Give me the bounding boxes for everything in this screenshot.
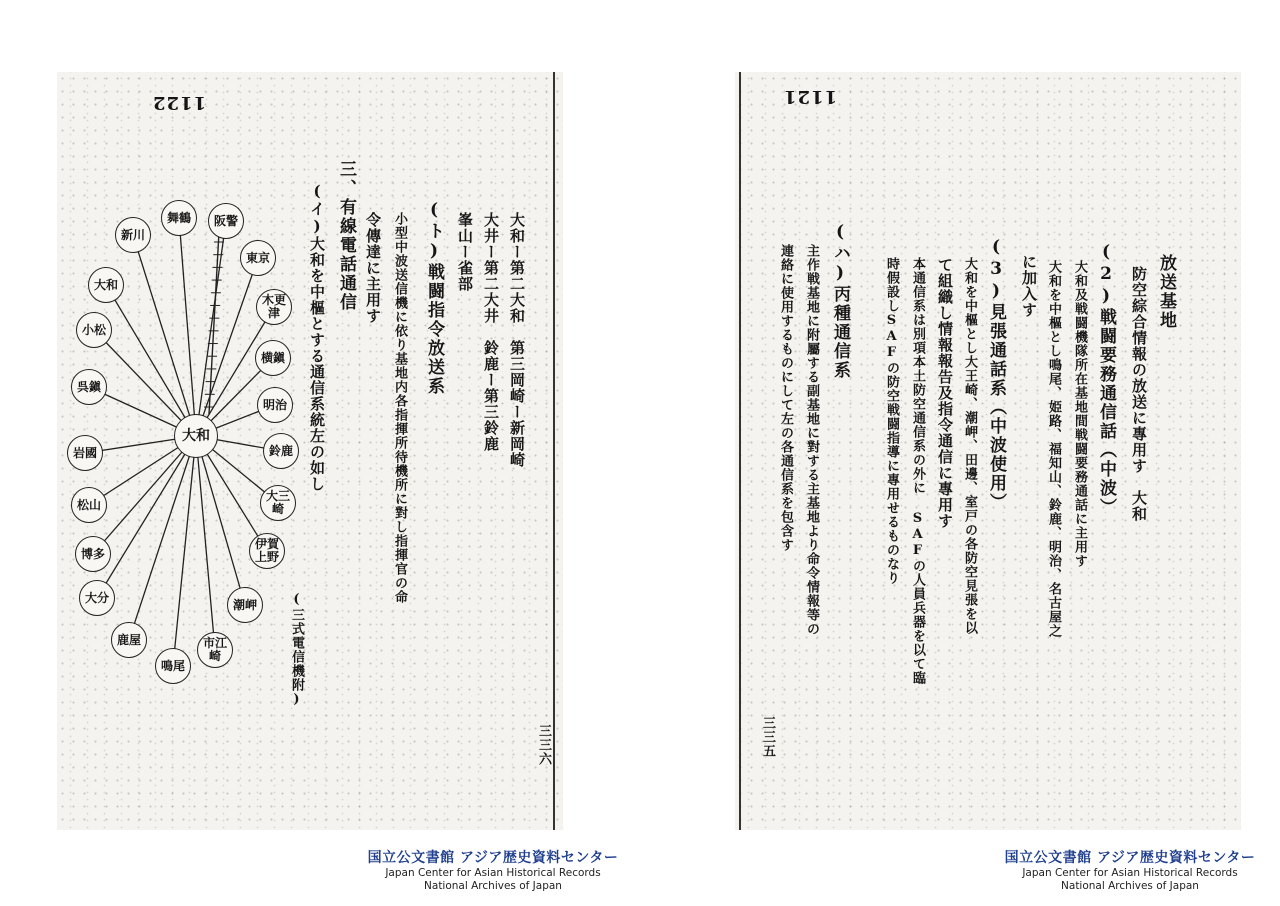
archive-name-en: Japan Center for Asian Historical Records: [385, 867, 601, 879]
diagram-node: 松山: [71, 487, 107, 523]
archive-name-en-2: National Archives of Japan: [424, 880, 562, 892]
section-heading: (2)戦闘要務通信話（中波）: [1096, 242, 1116, 517]
diagram-node: 岩國: [67, 435, 103, 471]
diagram-node: 新川: [115, 217, 151, 253]
text-column: 峯山ー雀部: [456, 212, 474, 292]
text-column: て組織し情報報告及指令通信に專用す: [936, 257, 954, 529]
page-mark: 三三五: [760, 716, 775, 758]
page-number: 1121: [783, 86, 838, 107]
network-diagram: [57, 72, 293, 830]
diagram-node: 東京: [240, 240, 276, 276]
section-heading: 三、有線電話通信: [336, 160, 356, 312]
text-column: 連絡に使用するものにして左の各通信系を包含す: [778, 244, 793, 552]
archive-footer: [338, 847, 648, 893]
section-heading: (ハ)丙種通信系: [830, 222, 850, 380]
cable-line: [209, 232, 219, 414]
diagram-node: 伊賀上野: [249, 533, 285, 569]
diagram-note: (三式電信機附): [289, 592, 304, 708]
diagram-node: 舞鶴: [161, 200, 197, 236]
page-mark: 三三六: [536, 724, 551, 766]
text-column: 大井ー第二大井 鈴鹿ー第三鈴鹿: [482, 212, 500, 452]
diagram-link: [97, 436, 196, 598]
diagram-node: 明治: [257, 387, 293, 423]
text-column: 防空綜合情報の放送に專用す 大和: [1130, 266, 1148, 522]
left-page: [57, 72, 563, 830]
page-edge-line: [553, 72, 555, 830]
text-column: 主作戦基地に附屬する副基地に對する主基地より命令情報等の: [804, 244, 819, 636]
text-column: に加入す: [1020, 254, 1038, 318]
right-page: [735, 72, 1241, 830]
section-heading: 放送基地: [1156, 254, 1176, 330]
archive-name-en-2: National Archives of Japan: [1061, 880, 1199, 892]
section-heading: (3)見張通話系（中波使用）: [986, 237, 1006, 512]
diagram-link: [133, 235, 196, 436]
text-column: 令傳達に主用す: [364, 212, 382, 324]
diagram-node: 木更津: [256, 289, 292, 325]
page-number: 1122: [152, 92, 207, 113]
text-column: 小型中波送信機に依り基地内各指揮所待機所に對し指揮官の命: [392, 212, 407, 604]
diagram-link: [93, 436, 196, 554]
text-column: 大和を中樞とし大王崎、潮岬、田邊、室戸の各防空見張を以: [962, 257, 977, 635]
archive-name-en: Japan Center for Asian Historical Records: [1022, 867, 1238, 879]
diagram-node: 市江崎: [197, 632, 233, 668]
archive-name-jp: 国立公文書館 アジア歴史資料センター: [1004, 850, 1256, 866]
diagram-link: [196, 258, 258, 436]
diagram-link: [106, 285, 196, 436]
text-column: (イ)大和を中樞とする通信系統左の如し: [308, 182, 326, 492]
archive-name-jp: 国立公文書館 アジア歴史資料センター: [367, 850, 619, 866]
diagram-node: 鳴尾: [155, 648, 191, 684]
diagram-node: 小松: [76, 312, 112, 348]
diagram-node: 大分: [79, 580, 115, 616]
diagram-node: 大和: [88, 267, 124, 303]
diagram-node: 鈴鹿: [263, 433, 299, 469]
text-column: 大和ー第二大和 第三岡崎ー新岡崎: [508, 212, 526, 468]
text-column: 時假設しSAFの防空戦闘指導に專用せるものなり: [884, 257, 899, 585]
diagram-link: [179, 218, 196, 436]
diagram-node: 潮岬: [227, 587, 263, 623]
diagram-node: 大三崎: [260, 485, 296, 521]
text-column: 大和及戦闘機隊所在基地間戦闘要務通話に主用す: [1072, 260, 1087, 568]
page-edge-line: [739, 72, 741, 830]
text-column: 大和を中樞とし鳴尾、姫路、福知山、鈴鹿、明治、名古屋之: [1046, 260, 1061, 638]
diagram-node: 阪警: [208, 203, 244, 239]
diagram-center-node: 大和: [174, 414, 218, 458]
diagram-node: 博多: [75, 536, 111, 572]
text-column: 本通信系は別項本土防空通信系の外に SAFの人員兵器を以て臨: [910, 257, 925, 685]
diagram-link: [196, 221, 226, 436]
diagram-node: 呉鎭: [71, 369, 107, 405]
section-heading: (ト)戦闘指令放送系: [424, 200, 444, 396]
diagram-node: 鹿屋: [111, 622, 147, 658]
archive-footer: [975, 847, 1280, 893]
diagram-node: 横鎭: [255, 340, 291, 376]
